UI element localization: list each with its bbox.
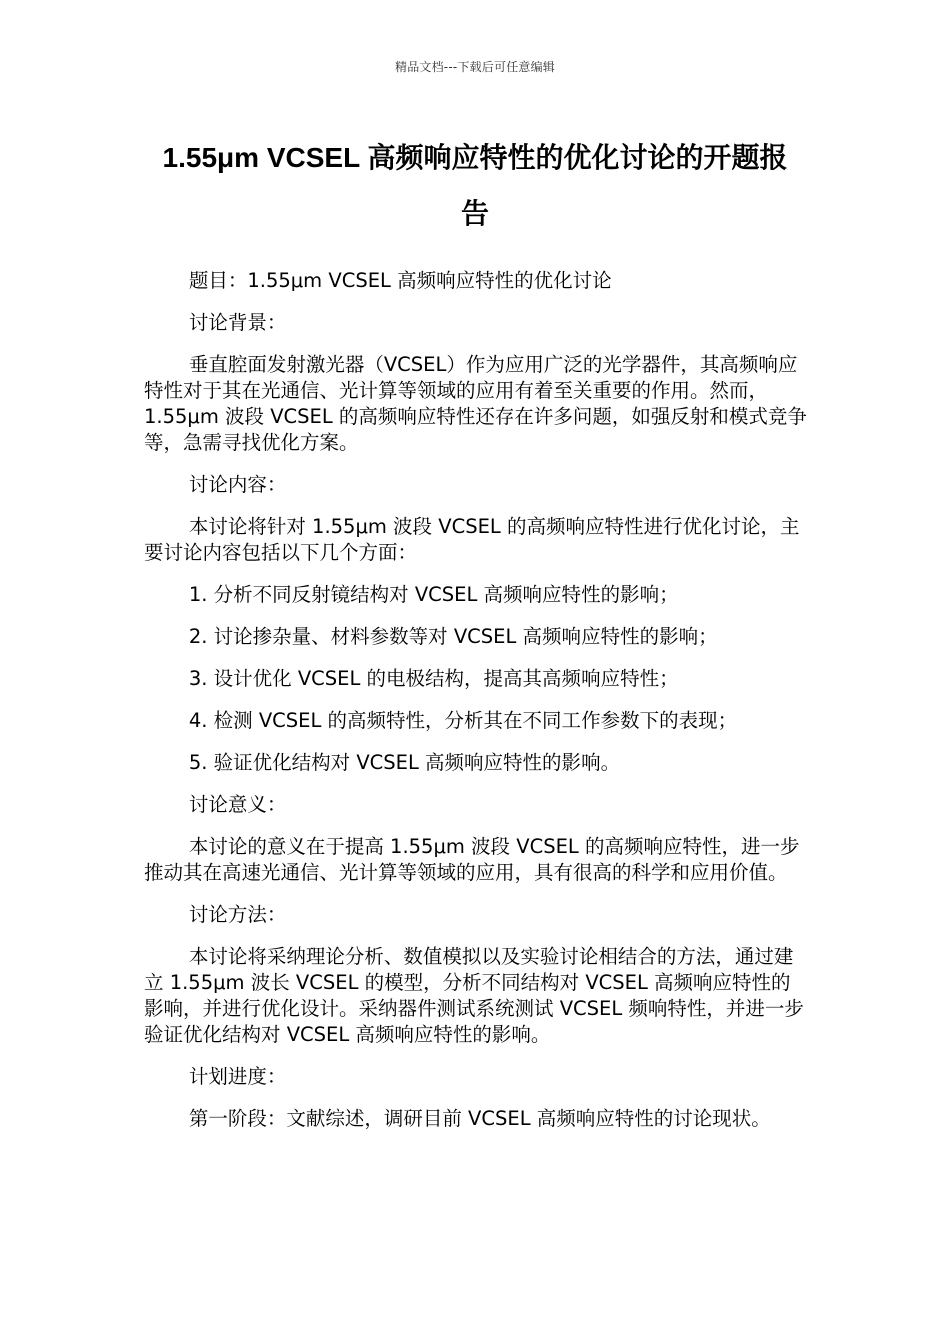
section-label-method: 讨论方法： — [188, 903, 287, 926]
content-item-3: 3. 设计优化 VCSEL 的电极结构，提高其高频响应特性； — [188, 667, 679, 690]
content-item-1: 1. 分析不同反射镜结构对 VCSEL 高频响应特性的影响； — [188, 583, 679, 606]
topic-paragraph: 题目：1.55μm VCSEL 高频响应特性的优化讨论 — [188, 269, 612, 292]
method-paragraph: 本讨论将采纳理论分析、数值模拟以及实验讨论相结合的方法，通过建立 1.55μm 波长 VCSEL 的模型，分析不同结构对 VCSEL 高频响应特性的影响，并进行优化设计。采纳器件测试系统测试 VCSEL 频响特性，并进一步验证优化结构对 VCSEL 高频响应特性的影响。 — [144, 945, 804, 1046]
section-label-schedule: 计划进度： — [188, 1065, 287, 1088]
significance-paragraph: 本讨论的意义在于提高 1.55μm 波段 VCSEL 的高频响应特性，进一步推动其在高速光通信、光计算等领域的应用，具有很高的科学和应用价值。 — [144, 835, 800, 884]
section-label-significance: 讨论意义： — [188, 793, 287, 816]
background-paragraph: 垂直腔面发射激光器（VCSEL）作为应用广泛的光学器件，其高频响应特性对于其在光通信、光计算等领域的应用有着至关重要的作用。然而，1.55μm 波段 VCSEL 的高频响应特性还存在许多问题，如强反射和模式竞争等，急需寻找优化方案。 — [144, 353, 807, 454]
content-item-2: 2. 讨论掺杂量、材料参数等对 VCSEL 高频响应特性的影响； — [188, 625, 718, 648]
header-note: 精品文档---下载后可任意编辑 — [395, 60, 555, 74]
document-body — [144, 268, 808, 1148]
document-title: 1.55μm VCSEL 高频响应特性的优化讨论的开题报告 — [162, 142, 788, 229]
content-paragraph: 本讨论将针对 1.55μm 波段 VCSEL 的高频响应特性进行优化讨论，主要讨论内容包括以下几个方面： — [144, 515, 800, 564]
content-item-5: 5. 验证优化结构对 VCSEL 高频响应特性的影响。 — [188, 751, 621, 774]
section-label-content: 讨论内容： — [188, 473, 287, 496]
section-label-background: 讨论背景： — [188, 311, 287, 334]
content-item-4: 4. 检测 VCSEL 的高频特性，分析其在不同工作参数下的表现； — [188, 709, 738, 732]
schedule-stage-1: 第一阶段：文献综述，调研目前 VCSEL 高频响应特性的讨论现状。 — [188, 1107, 771, 1130]
